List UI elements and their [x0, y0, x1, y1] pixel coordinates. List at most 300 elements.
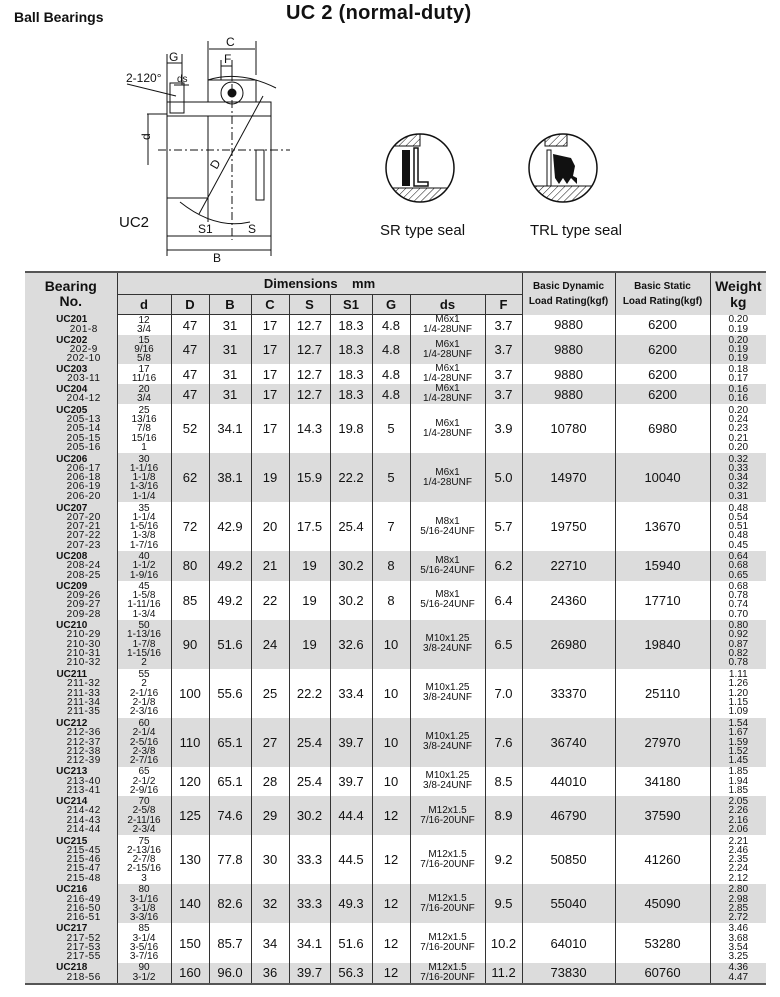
cell-f: 6.4 [485, 581, 522, 620]
cell-static-load: 41260 [615, 835, 710, 884]
set-screw-size: M10x1.25 [425, 770, 470, 782]
cell-f: 6.5 [485, 620, 522, 669]
bore-size: 2 [141, 657, 147, 669]
bore-size: 1-11/16 [127, 599, 161, 611]
cell-dynamic-load: 73830 [522, 963, 615, 984]
bearing-model: UC205 [56, 404, 88, 416]
cell-s: 19 [289, 551, 330, 580]
table-row [25, 581, 766, 620]
cell-ds [410, 551, 485, 580]
set-screw-size: 1/4-28UNF [423, 427, 472, 439]
bore-size: 5/8 [137, 353, 151, 365]
set-screw-size: 5/16-24UNF [420, 564, 475, 576]
cell-s1: 19.8 [330, 404, 372, 453]
table-row [25, 502, 766, 551]
cell-static-load: 6200 [615, 335, 710, 364]
bearing-variant: 202-9 [69, 344, 98, 356]
header-weight [710, 272, 766, 315]
cell-weight [710, 796, 766, 835]
header-weight-line1: Weight [715, 277, 762, 294]
cell-g: 5 [372, 404, 410, 453]
cell-static-load: 34180 [615, 767, 710, 796]
weight-value: 0.82 [728, 647, 749, 659]
weight-value: 0.54 [728, 511, 749, 523]
sr-seal-label: SR type seal [380, 222, 466, 239]
cell-ds [410, 315, 485, 336]
table-row [25, 620, 766, 669]
set-screw-size: 3/8-24UNF [423, 741, 472, 753]
set-screw-size: M6x1 [435, 417, 460, 429]
cell-g: 4.8 [372, 364, 410, 384]
table-row [25, 453, 766, 502]
table-row [25, 923, 766, 962]
weight-value: 1.09 [728, 706, 749, 718]
cell-b: 38.1 [209, 453, 251, 502]
bearing-variant: 210-30 [66, 638, 101, 650]
bearing-variant: 208-25 [66, 569, 101, 581]
cell-f: 6.2 [485, 551, 522, 580]
cell-f: 8.5 [485, 767, 522, 796]
bearing-model: UC214 [56, 796, 88, 808]
cell-s1: 44.4 [330, 796, 372, 835]
weight-value: 1.67 [728, 727, 749, 739]
weight-value: 3.46 [728, 923, 749, 935]
header-ds: ds [410, 295, 485, 315]
weight-value: 0.23 [728, 423, 749, 435]
cell-f: 7.0 [485, 669, 522, 718]
cell-g: 10 [372, 620, 410, 669]
bore-size: 70 [138, 796, 150, 808]
cell-s1: 18.3 [330, 364, 372, 384]
cell-g: 4.8 [372, 384, 410, 404]
cell-weight [710, 551, 766, 580]
bearing-variant: 214-44 [66, 823, 101, 835]
weight-value: 1.45 [728, 755, 749, 767]
cell-g: 7 [372, 502, 410, 551]
cell-static-load: 25110 [615, 669, 710, 718]
bearing-variant: 211-34 [67, 696, 101, 708]
cell-s: 12.7 [289, 315, 330, 336]
set-screw-size: M12x1.5 [428, 804, 467, 816]
dim-label-c: C [226, 35, 235, 49]
bearing-variant: 218-56 [66, 971, 101, 983]
cell-weight [710, 835, 766, 884]
cell-g: 10 [372, 767, 410, 796]
cell-static-load: 19840 [615, 620, 710, 669]
bore-size: 1-1/4 [132, 490, 156, 502]
bore-size: 55 [138, 669, 150, 681]
bearing-model: UC218 [56, 962, 88, 974]
cell-g: 8 [372, 581, 410, 620]
bore-size: 3-1/8 [132, 902, 156, 914]
weight-value: 0.32 [728, 481, 749, 493]
weight-value: 3.68 [728, 932, 749, 944]
bore-size: 65 [138, 766, 150, 778]
bearing-variant: 207-22 [66, 530, 101, 542]
cell-static-load: 6200 [615, 315, 710, 336]
weight-value: 1.52 [728, 745, 749, 757]
bore-size: 2-1/8 [132, 696, 156, 708]
bore-size: 2-3/4 [132, 823, 156, 835]
bearing-model: UC212 [56, 718, 88, 729]
bore-size: 1-13/16 [127, 629, 161, 641]
table-row [25, 963, 766, 984]
bore-size: 2-11/16 [127, 814, 161, 826]
weight-value: 1.85 [728, 766, 749, 778]
cell-f: 3.7 [485, 384, 522, 404]
cell-dynamic-load: 24360 [522, 581, 615, 620]
cell-d [117, 551, 171, 580]
bore-size: 2-7/16 [129, 755, 159, 767]
set-screw-size: M8x1 [435, 589, 460, 601]
set-screw-size: 7/16-20UNF [420, 942, 475, 953]
bore-size: 85 [138, 923, 150, 935]
cell-d [117, 364, 171, 384]
cell-static-load: 45090 [615, 884, 710, 923]
cell-c: 17 [251, 384, 289, 404]
bearing-variant: 212-37 [66, 736, 101, 748]
cell-weight [710, 335, 766, 364]
bearing-model: UC213 [56, 766, 88, 778]
cell-s: 34.1 [289, 923, 330, 962]
cell-dynamic-load: 46790 [522, 796, 615, 835]
header-big-d: D [171, 295, 209, 315]
cell-weight [710, 502, 766, 551]
weight-value: 4.47 [728, 971, 749, 983]
weight-value: 3.25 [728, 951, 749, 963]
cell-s1: 51.6 [330, 923, 372, 962]
bore-size: 90 [138, 962, 150, 974]
bore-size: 1-3/4 [132, 608, 156, 620]
bore-size: 11/16 [131, 373, 157, 385]
cell-bearing-no [25, 581, 117, 620]
weight-value: 1.20 [728, 687, 749, 699]
cell-b: 65.1 [209, 767, 251, 796]
weight-value: 0.78 [728, 589, 749, 601]
cell-bearing-no [25, 796, 117, 835]
bore-size: 3-1/16 [129, 893, 159, 905]
dim-label-s: S [248, 222, 257, 236]
bearing-variant: 215-46 [66, 854, 101, 866]
brand-label: Ball Bearings [14, 9, 104, 25]
set-screw-size: M6x1 [435, 338, 460, 350]
weight-value: 0.17 [728, 373, 749, 385]
bearing-model: UC203 [56, 364, 88, 376]
cell-c: 21 [251, 551, 289, 580]
cell-ds [410, 620, 485, 669]
weight-value: 2.24 [728, 863, 749, 875]
bearing-variant: 210-32 [66, 657, 101, 669]
cell-bearing-no [25, 669, 117, 718]
cell-dynamic-load: 9880 [522, 335, 615, 364]
header-weight-line2: kg [730, 293, 747, 310]
trl-seal-icon [527, 132, 599, 204]
cell-f: 3.9 [485, 404, 522, 453]
header-d: d [117, 295, 171, 315]
cell-weight [710, 669, 766, 718]
set-screw-size: M10x1.25 [425, 731, 470, 743]
cell-s1: 33.4 [330, 669, 372, 718]
bearing-variant: 207-23 [66, 539, 101, 551]
table-row [25, 364, 766, 384]
cell-big-d: 47 [171, 384, 209, 404]
header-s: S [289, 295, 330, 315]
dim-label-big-d: D [207, 156, 224, 172]
cell-s1: 18.3 [330, 335, 372, 364]
header-static-load [615, 272, 710, 315]
bearing-variant: 216-50 [66, 902, 101, 914]
cell-c: 20 [251, 502, 289, 551]
cell-bearing-no [25, 384, 117, 404]
cell-s1: 44.5 [330, 835, 372, 884]
cell-weight [710, 923, 766, 962]
cell-bearing-no [25, 364, 117, 384]
cell-b: 31 [209, 384, 251, 404]
cell-c: 17 [251, 404, 289, 453]
weight-value: 1.15 [728, 696, 749, 708]
cell-ds [410, 581, 485, 620]
set-screw-size: M6x1 [435, 383, 460, 395]
header-dynamic-load [522, 272, 615, 315]
bearing-model: UC211 [56, 669, 88, 681]
cell-big-d: 120 [171, 767, 209, 796]
weight-value: 2.05 [728, 796, 749, 808]
cell-bearing-no [25, 923, 117, 962]
cell-ds [410, 453, 485, 502]
cell-big-d: 160 [171, 963, 209, 984]
cell-f: 5.7 [485, 502, 522, 551]
cell-static-load: 53280 [615, 923, 710, 962]
bore-size: 35 [138, 502, 150, 514]
header-dimensions: Dimensions mm [117, 272, 522, 295]
bearing-variant: 208-24 [66, 560, 101, 572]
set-screw-size: M6x1 [435, 466, 460, 478]
bearing-variant: 216-51 [66, 912, 101, 924]
header-bearing-line1: Bearing [44, 277, 97, 294]
weight-value: 0.65 [728, 569, 749, 581]
set-screw-size: M12x1.5 [428, 961, 467, 973]
bearing-variant: 214-42 [66, 805, 101, 817]
bearing-variant: 213-41 [66, 785, 101, 797]
weight-value: 1.26 [728, 678, 749, 690]
table-row [25, 767, 766, 796]
set-screw-size: M6x1 [435, 314, 460, 325]
bore-size: 25 [138, 404, 150, 416]
cell-big-d: 47 [171, 315, 209, 336]
cell-dynamic-load: 22710 [522, 551, 615, 580]
cell-d [117, 315, 171, 336]
cell-dynamic-load: 9880 [522, 315, 615, 336]
cell-b: 74.6 [209, 796, 251, 835]
bearing-variant: 209-27 [66, 599, 101, 611]
cell-b: 77.8 [209, 835, 251, 884]
cell-dynamic-load: 44010 [522, 767, 615, 796]
cell-ds [410, 963, 485, 984]
bearing-variant: 217-55 [66, 951, 101, 963]
bore-size: 1-7/16 [129, 539, 159, 551]
cell-static-load: 6200 [615, 364, 710, 384]
set-screw-size: M10x1.25 [425, 633, 470, 645]
cell-bearing-no [25, 767, 117, 796]
bearing-model: UC210 [56, 620, 88, 632]
dim-label-d: d [139, 133, 153, 140]
cell-c: 24 [251, 620, 289, 669]
weight-value: 1.54 [728, 718, 749, 729]
set-screw-size: 1/4-28UNF [423, 373, 472, 385]
cell-d [117, 335, 171, 364]
bearing-variant: 215-45 [66, 844, 101, 856]
weight-value: 2.72 [728, 912, 749, 924]
cell-d [117, 884, 171, 923]
cell-bearing-no [25, 718, 117, 767]
cell-c: 17 [251, 335, 289, 364]
bearing-variant: 206-18 [66, 472, 101, 484]
cell-s: 12.7 [289, 335, 330, 364]
cell-bearing-no [25, 453, 117, 502]
weight-value: 2.21 [728, 835, 749, 847]
weight-value: 0.78 [728, 657, 749, 669]
table-row [25, 335, 766, 364]
cell-static-load: 17710 [615, 581, 710, 620]
cell-dynamic-load: 26980 [522, 620, 615, 669]
header-b: B [209, 295, 251, 315]
set-screw-size: M12x1.5 [428, 932, 467, 943]
bore-size: 3/4 [137, 393, 151, 405]
weight-value: 2.85 [728, 902, 749, 914]
cell-g: 8 [372, 551, 410, 580]
cell-b: 34.1 [209, 404, 251, 453]
cell-b: 51.6 [209, 620, 251, 669]
bearing-variant: 201-8 [69, 323, 98, 335]
set-screw-size: 3/8-24UNF [423, 692, 472, 704]
trl-seal-label: TRL type seal [530, 222, 622, 239]
weight-value: 2.46 [728, 844, 749, 856]
cell-d [117, 502, 171, 551]
dim-label-g: G [169, 50, 179, 64]
cell-g: 10 [372, 718, 410, 767]
bearing-variant: 206-19 [66, 481, 101, 493]
cell-b: 31 [209, 364, 251, 384]
table-row [25, 796, 766, 835]
series-label: UC2 [119, 214, 150, 231]
cell-f: 11.2 [485, 963, 522, 984]
set-screw-size: 1/4-28UNF [423, 348, 472, 360]
cell-s: 15.9 [289, 453, 330, 502]
cell-g: 12 [372, 963, 410, 984]
weight-value: 0.16 [728, 393, 749, 405]
cell-dynamic-load: 10780 [522, 404, 615, 453]
weight-value: 2.06 [728, 823, 749, 835]
cell-d [117, 796, 171, 835]
cell-b: 82.6 [209, 884, 251, 923]
cell-c: 22 [251, 581, 289, 620]
cell-weight [710, 718, 766, 767]
cell-ds [410, 884, 485, 923]
cell-s: 25.4 [289, 718, 330, 767]
cell-s: 30.2 [289, 796, 330, 835]
cell-d [117, 718, 171, 767]
cell-static-load: 13670 [615, 502, 710, 551]
bore-size: 50 [138, 620, 150, 632]
bore-size: 1-15/16 [127, 647, 161, 659]
bore-size: 1-5/8 [132, 589, 156, 601]
cell-dynamic-load: 14970 [522, 453, 615, 502]
weight-value: 0.80 [728, 620, 749, 632]
weight-value: 1.85 [728, 785, 749, 797]
cell-g: 4.8 [372, 315, 410, 336]
sr-seal-icon [384, 132, 456, 204]
bore-size: 1-9/16 [129, 569, 159, 581]
bearing-variant: 202-10 [66, 353, 101, 365]
bearing-variant: 211-35 [67, 706, 101, 718]
bearing-variant: 210-29 [66, 629, 101, 641]
cell-s: 22.2 [289, 669, 330, 718]
bore-size: 2-1/2 [132, 775, 156, 787]
cell-c: 36 [251, 963, 289, 984]
cell-c: 17 [251, 315, 289, 336]
bore-size: 7/8 [137, 423, 151, 435]
cell-d [117, 669, 171, 718]
cell-f: 9.2 [485, 835, 522, 884]
cell-g: 12 [372, 835, 410, 884]
bore-size: 15/16 [131, 432, 157, 444]
bearing-model: UC217 [56, 923, 88, 935]
cell-big-d: 80 [171, 551, 209, 580]
weight-value: 1.59 [728, 736, 749, 748]
cell-big-d: 110 [171, 718, 209, 767]
cell-s: 39.7 [289, 963, 330, 984]
set-screw-size: 1/4-28UNF [423, 476, 472, 488]
cell-s1: 25.4 [330, 502, 372, 551]
bore-size: 40 [138, 551, 150, 563]
bearing-variant: 205-13 [66, 413, 101, 425]
cell-s1: 39.7 [330, 767, 372, 796]
set-screw-size: M12x1.5 [428, 848, 467, 860]
cell-bearing-no [25, 335, 117, 364]
cell-g: 10 [372, 669, 410, 718]
bearing-variant: 209-28 [66, 608, 101, 620]
header-dynamic-line1: Basic Dynamic [532, 280, 605, 292]
cell-s: 25.4 [289, 767, 330, 796]
cell-dynamic-load: 36740 [522, 718, 615, 767]
cell-dynamic-load: 33370 [522, 669, 615, 718]
dim-label-b: B [213, 251, 222, 262]
bearing-variant: 205-15 [66, 432, 101, 444]
cell-ds [410, 718, 485, 767]
bearing-variant: 215-48 [66, 872, 101, 884]
cell-static-load: 6980 [615, 404, 710, 453]
bore-size: 1-7/8 [132, 638, 156, 650]
cell-bearing-no [25, 620, 117, 669]
bore-size: 1-1/8 [132, 472, 156, 484]
bore-size: 3-7/16 [129, 951, 159, 963]
bore-size: 1-3/8 [132, 530, 156, 542]
cell-ds [410, 835, 485, 884]
bore-size: 80 [138, 884, 150, 896]
cell-b: 85.7 [209, 923, 251, 962]
cell-s: 12.7 [289, 384, 330, 404]
cell-weight [710, 767, 766, 796]
bore-size: 2-3/16 [129, 706, 159, 718]
weight-value: 0.48 [728, 530, 749, 542]
bore-size: 2-9/16 [129, 785, 159, 797]
set-screw-size: M8x1 [435, 515, 460, 527]
weight-value: 0.20 [728, 334, 749, 346]
weight-value: 0.21 [728, 432, 749, 444]
bore-size: 2-13/16 [127, 844, 161, 856]
bore-size: 9/16 [134, 344, 154, 356]
cell-ds [410, 767, 485, 796]
